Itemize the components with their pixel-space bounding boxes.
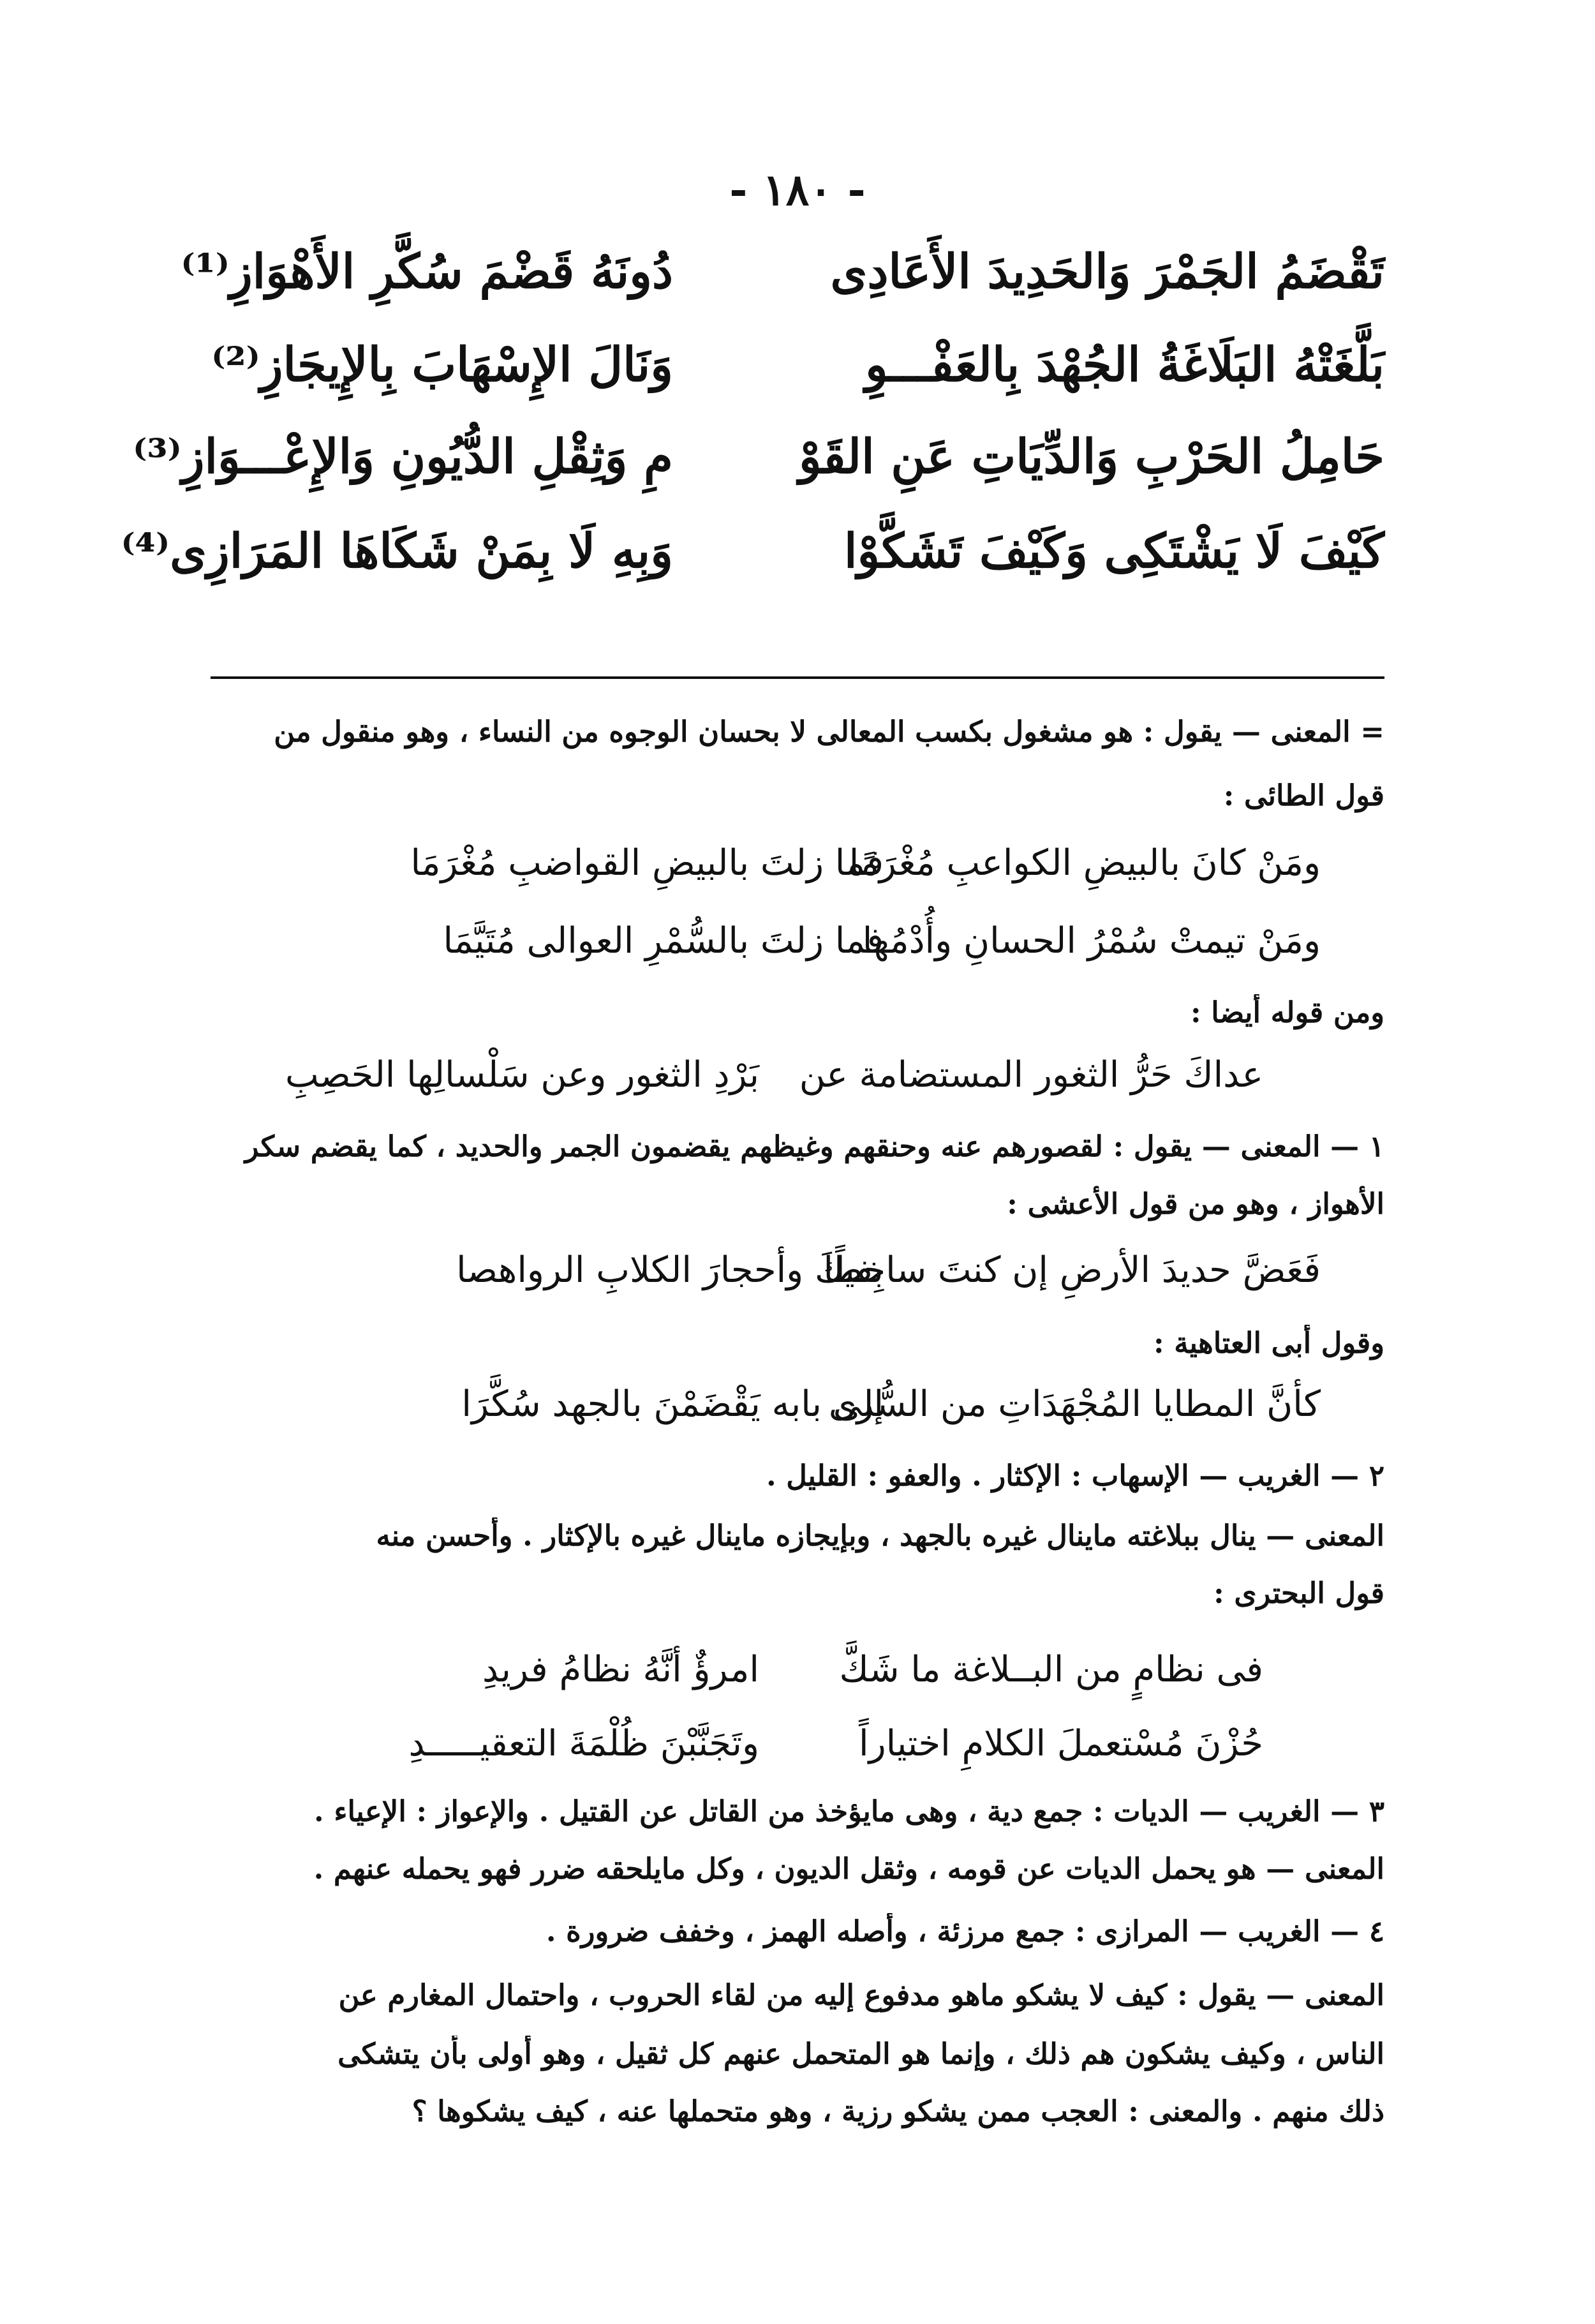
note-line: = المعنى — يقول : هو مشغول بكسب المعالى لا بحسان الوجوه من النساء ، وهو منقول من [274, 715, 1384, 749]
quoted-verse-second: امرؤٌ أنَّهُ نظامُ فريدِ [482, 1649, 759, 1690]
hemistich-first: حَامِلُ الحَرْبِ وَالدِّيَاتِ عَنِ القَوْ [798, 429, 1384, 484]
note-line: ٢ — الغريب — الإسهاب : الإكثار . والعفو : القليل . [766, 1459, 1384, 1493]
quoted-verse-first: عداكَ حَرُّ الثغور المستضامة عن [799, 1054, 1263, 1096]
hemistich-second: وَبِهِ لَا بِمَنْ شَكَاهَا المَرَازِى⁽⁴⁾ [121, 524, 673, 579]
quoted-verse-second: فما زلتَ بالسُّمْرِ العوالى مُتَيَّمَا [443, 920, 884, 962]
quoted-verse-second: فما زلتَ بالبيضِ القواضبِ مُغْرَمَا [410, 842, 884, 884]
quoted-verse-first: كأنَّ المطايا المُجْهَدَاتِ من السُّرى [828, 1383, 1321, 1425]
page-number: - ١٨٠ - [729, 165, 866, 216]
note-line: الأهواز ، وهو من قول الأعشى : [1007, 1187, 1384, 1221]
note-line: الناس ، وكيف يشكون هم ذلك ، وإنما هو المتحمل عنهم كل ثقيل ، وهو أولى بأن يتشكى [338, 2037, 1384, 2071]
note-line: ٣ — الغريب — الديات : جمع دية ، وهى مايؤخذ من القاتل عن القتيل . والإعواز : الإعياء . [314, 1794, 1384, 1828]
quoted-verse-first: حُزْنَ مُسْتعملَ الكلامِ اختياراً [859, 1723, 1263, 1764]
quoted-verse-first: فى نظامٍ من البــلاغة ما شَكَّ [839, 1649, 1263, 1690]
hemistich-first: بَلَّغَتْهُ البَلَاغَةُ الجُهْدَ بِالعَفْـــوِ [865, 338, 1384, 392]
hemistich-second: وَنَالَ الإِسْهَابَ بِالإِيجَازِ⁽²⁾ [211, 338, 673, 392]
note-line: المعنى — هو يحمل الديات عن قومه ، وثقل الديون ، وكل مايلحقه ضرر فهو يحمله عنهم . [313, 1852, 1384, 1886]
quoted-verse-second: إلى بابه يَقْضَمْنَ بالجهد سُكَّرَا [461, 1383, 884, 1425]
note-line: ذلك منهم . والمعنى : العجب ممن يشكو رزية ، وهو متحملها عنه ، كيف يشكوها ؟ [412, 2094, 1384, 2128]
quoted-verse-first: ومَنْ تيمتْ سُمْرُ الحسانِ وأُدْمُها [862, 920, 1321, 962]
note-line: ومن قوله أيضا : [1190, 995, 1384, 1029]
note-line: ١ — المعنى — يقول : لقصورهم عنه وحنقهم وغيظهم يقضمون الجمر والحديد ، كما يقضم سكر [244, 1129, 1384, 1163]
note-line: ٤ — الغريب — المرازى : جمع مرزئة ، وأصله الهمز ، وخفف ضرورة . [545, 1914, 1384, 1948]
note-line: وقول أبى العتاهية : [1154, 1326, 1384, 1360]
quoted-verse-first: ومَنْ كانَ بالبيضِ الكواعبِ مُغْرَمًا [849, 842, 1321, 884]
hemistich-second: مِ وَثِقْلِ الدُّيُونِ وَالإِعْـــوَازِ⁽³⁾ [133, 429, 673, 484]
quoted-verse-first: فَعَضَّ حديدَ الأرضِ إن كنتَ ساخطًا [823, 1249, 1321, 1291]
note-line: المعنى — يقول : كيف لا يشكو ماهو مدفوع إليه من لقاء الحروب ، واحتمال المغارم عن [338, 1978, 1384, 2012]
note-line: قول الطائى : [1223, 778, 1384, 812]
note-line: المعنى — ينال ببلاغته ماينال غيره بالجهد ، وبإيجازه ماينال غيره بالإكثار . وأحسن منه [376, 1519, 1384, 1553]
quoted-verse-second: وتَجَنَّبْنَ ظُلْمَةَ التعقيـــــدِ [408, 1723, 759, 1764]
note-line: قول البحترى : [1213, 1576, 1384, 1610]
hemistich-first: تَقْضَمُ الجَمْرَ وَالحَدِيدَ الأَعَادِى [830, 244, 1384, 299]
quoted-verse-second: بِفيكَ وأحجارَ الكلابِ الرواهصا [456, 1249, 884, 1291]
hemistich-first: كَيْفَ لَا يَشْتَكِى وَكَيْفَ تَشَكَّوْا [843, 524, 1384, 579]
hemistich-second: دُونَهُ قَضْمَ سُكَّرِ الأَهْوَازِ⁽¹⁾ [181, 244, 673, 299]
quoted-verse-second: بَرْدِ الثغور وعن سَلْسالِها الحَصِبِ [285, 1054, 759, 1096]
